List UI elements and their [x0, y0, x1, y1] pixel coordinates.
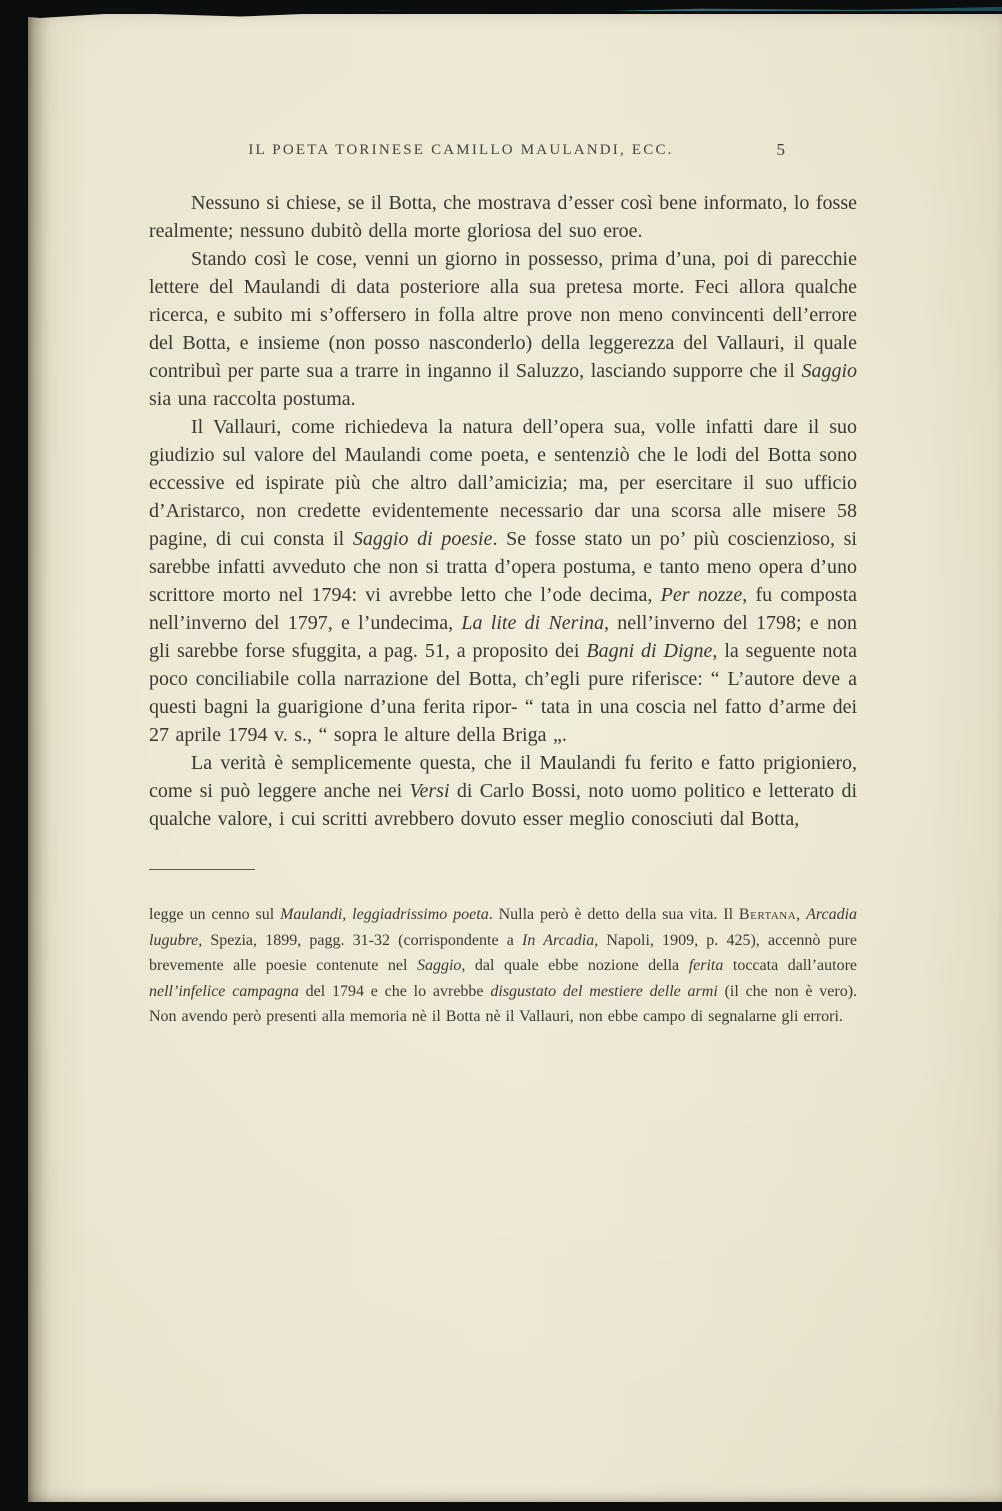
body-paragraph: La verità è semplicemente questa, che il Maulandi fu ferito e fatto prigioniero, come si può leggere anche nei Versi di Carlo Bossi, noto uomo politico e letterato di qualche valore, i cui scritti avrebbero dovuto esser meglio conosciuti dal Botta,	[149, 752, 858, 830]
page-text-block	[149, 142, 857, 1030]
page-header	[149, 142, 857, 164]
body-paragraph: Il Vallauri, come richiedeva la natura dell’opera sua, volle infatti dare il suo giudizio sul valore del Maulandi come poeta, e sentenziò che le lodi del Botta sono eccessive ed ispirate più che altro dall’amicizia; ma, per esercitare il suo ufficio d’Aristarco, non credette evidentemente necessario dar una scorsa alle misere 58 pagine, di cui consta il Saggio di poesie. Se fosse stato un po’ più coscienzioso, si sarebbe infatti avveduto che non si tratta d’opera postuma, e tanto meno opera d’uno scrittore morto nel 1794: vi avrebbe letto che l’ode decima, Per nozze, fu composta nell’inverno del 1797, e l’undecima, La lite di Nerina, nell’inverno del 1798; e non gli sarebbe forse sfuggita, a pag. 51, a proposito dei Bagni di Digne, la seguente nota poco conciliabile colla narrazione del Botta, ch’egli pure riferisce: “ L’autore deve a questi bagni la guarigione d’una ferita ripor- “ tata in una coscia nel fatto d’arme dei 27 aprile 1794 v. s., “ sopra le alture della Briga „.	[149, 416, 858, 746]
footnote: legge un cenno sul Maulandi, leggiadrissimo poeta. Nulla però è detto della sua vita. Il Bertana, Arcadia lugubre, Spezia, 1899, pagg. 31-32 (corrispondente a In Arcadia, Napoli, 1909, p. 425), accennò pure brevemente alle poesie contenute nel Saggio, dal quale ebbe nozione della ferita toccata dall’autore nell’infelice campagna del 1794 e che lo avrebbe disgustato del mestiere delle armi (il che non è vero). Non avendo però presenti alla memoria nè il Botta nè il Vallauri, non ebbe campo di segnalarne gli errori.	[149, 906, 858, 1025]
page-number: 5	[776, 140, 785, 159]
body-paragraph: Stando così le cose, venni un giorno in possesso, prima d’una, poi di parecchie lettere del Maulandi di data posteriore alla sua pretesa morte. Feci allora qualche ricerca, e subito mi s’offersero in folla altre prove non meno convincenti dell’errore del Botta, e insieme (non posso nasconderlo) della leggerezza del Vallauri, il quale contribuì per parte sua a trarre in inganno il Saluzzo, lasciando supporre che il Saggio sia una raccolta postuma.	[149, 248, 857, 410]
footnote-separator	[149, 869, 255, 870]
page-body	[149, 189, 857, 833]
book-page	[28, 14, 1002, 1502]
running-title: IL POETA TORINESE CAMILLO MAULANDI, ECC.	[248, 142, 674, 158]
body-paragraph: Nessuno si chiese, se il Botta, che mostrava d’esser così bene informato, lo fosse realmente; nessuno dubitò della morte gloriosa del suo eroe.	[149, 192, 858, 242]
